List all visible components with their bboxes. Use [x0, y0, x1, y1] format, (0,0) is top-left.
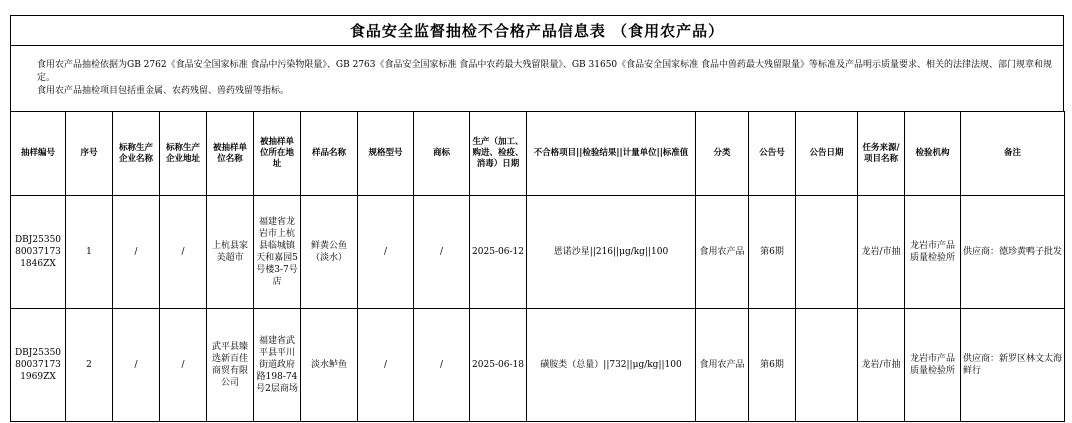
cell-remark: 供应商：新罗区林文太海鲜行 [961, 309, 1065, 422]
cell-remark: 供应商：德珍黄鸭子批发 [961, 196, 1065, 309]
cell-mfr-name: / [113, 196, 160, 309]
col-failed-item: 不合格项目||检验结果||计量单位||标准值 [527, 112, 696, 196]
note-items: 食用农产品抽检项目包括重金属、农药残留、兽药残留等指标。 [37, 86, 290, 96]
cell-category: 食用农产品 [696, 196, 749, 309]
col-brand: 商标 [414, 112, 470, 196]
results-table [10, 111, 1065, 422]
cell-mfr-addr: / [160, 309, 207, 422]
header-row [11, 112, 1065, 196]
info-sheet [10, 15, 1064, 417]
cell-notice-no: 第6期 [749, 309, 796, 422]
cell-unit-name: 上杭县家美超市 [207, 196, 254, 309]
col-remark: 备注 [961, 112, 1065, 196]
col-unit-addr: 被抽样单位所在地址 [254, 112, 301, 196]
cell-sample-no: DBJ25350800371731969ZX [11, 309, 66, 422]
notes-block [10, 45, 1064, 111]
cell-task-source: 龙岩/市抽 [858, 196, 905, 309]
col-product: 样品名称 [301, 112, 358, 196]
cell-agency: 龙岩市产品质量检验所 [905, 196, 961, 309]
col-seq: 序号 [66, 112, 113, 196]
col-notice-no: 公告号 [749, 112, 796, 196]
cell-failed-item: 磺胺类（总量）||732||μg/kg||100 [527, 309, 696, 422]
cell-unit-name: 武平县臻选新百佳商贸有限公司 [207, 309, 254, 422]
sheet-title: 食品安全监督抽检不合格产品信息表 （食用农产品） [10, 15, 1064, 45]
cell-notice-date [796, 196, 858, 309]
cell-spec: / [358, 309, 414, 422]
col-unit-name: 被抽样单位名称 [207, 112, 254, 196]
cell-unit-addr: 福建省武平县平川街道政府路198-74号2层商场 [254, 309, 301, 422]
col-mfr-addr: 标称生产企业地址 [160, 112, 207, 196]
cell-seq: 2 [66, 309, 113, 422]
col-mfr-name: 标称生产企业名称 [113, 112, 160, 196]
col-agency: 检验机构 [905, 112, 961, 196]
cell-mfr-name: / [113, 309, 160, 422]
cell-notice-date [796, 309, 858, 422]
col-task-source: 任务来源/项目名称 [858, 112, 905, 196]
cell-brand: / [414, 196, 470, 309]
cell-date: 2025-06-18 [470, 309, 527, 422]
table-row [11, 196, 1065, 309]
cell-product: 淡水鲈鱼 [301, 309, 358, 422]
cell-spec: / [358, 196, 414, 309]
cell-task-source: 龙岩/市抽 [858, 309, 905, 422]
cell-seq: 1 [66, 196, 113, 309]
col-sample-no: 抽样编号 [11, 112, 66, 196]
col-date: 生产（加工、购进、检疫、消毒）日期 [470, 112, 527, 196]
cell-mfr-addr: / [160, 196, 207, 309]
table-row [11, 309, 1065, 422]
cell-date: 2025-06-12 [470, 196, 527, 309]
cell-product: 鲜黄公鱼（淡水） [301, 196, 358, 309]
cell-sample-no: DBJ25350800371731846ZX [11, 196, 66, 309]
col-notice-date: 公告日期 [796, 112, 858, 196]
note-basis: 食用农产品抽检依据为GB 2762《食品安全国家标准 食品中污染物限量》、GB 2763《食品安全国家标准 食品中农药最大残留限量》、GB 31650《食品安全国家标准 食品中兽药最大残留限量》等标准及产品明示质量要求、相关的法律法规、部门规章和规定。 [37, 60, 1053, 83]
cell-unit-addr: 福建省龙岩市上杭县临城镇天和嘉园5号楼3-7号店 [254, 196, 301, 309]
cell-category: 食用农产品 [696, 309, 749, 422]
cell-failed-item: 恩诺沙星||216||μg/kg||100 [527, 196, 696, 309]
cell-notice-no: 第6期 [749, 196, 796, 309]
cell-brand: / [414, 309, 470, 422]
col-spec: 规格型号 [358, 112, 414, 196]
col-category: 分类 [696, 112, 749, 196]
cell-agency: 龙岩市产品质量检验所 [905, 309, 961, 422]
